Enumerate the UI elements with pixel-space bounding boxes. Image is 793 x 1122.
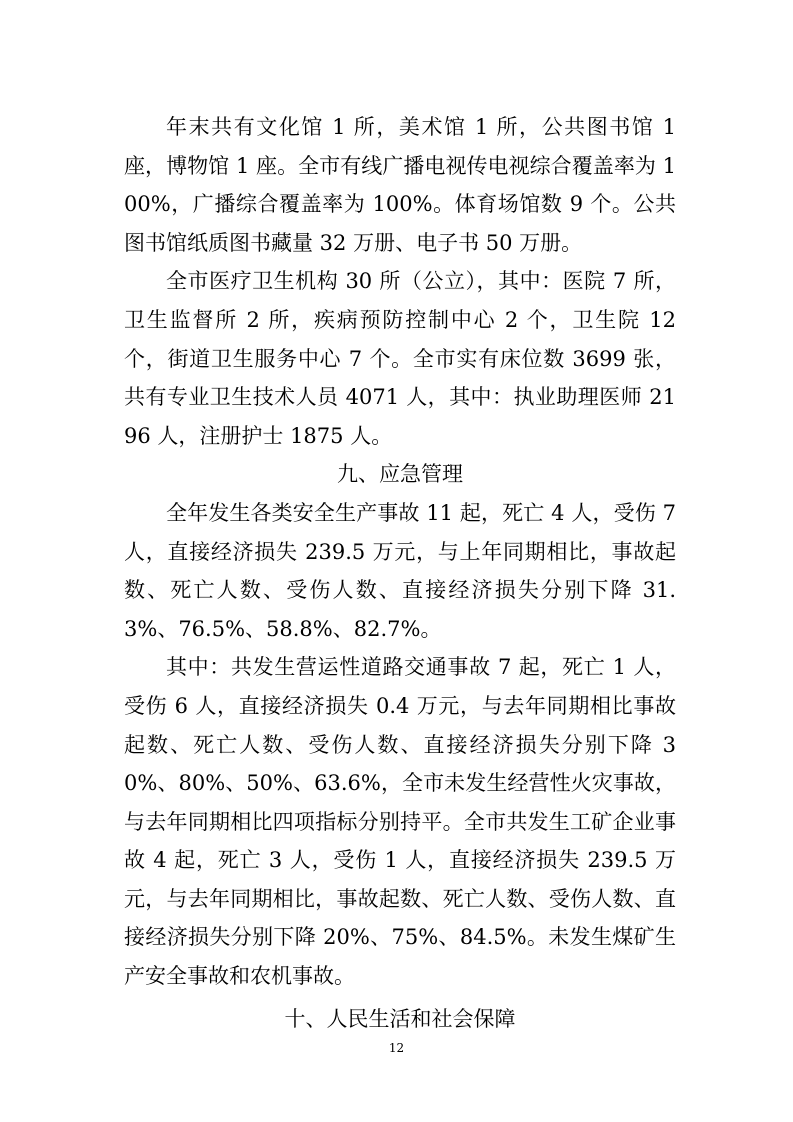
section-heading-emergency: 九、应急管理 [337, 462, 463, 487]
page-number: 12 [388, 1041, 405, 1055]
paragraph-health: 全市医疗卫生机构 30 所（公立），其中：医院 7 所，卫生监督所 2 所，疾病预防控制中心 2 个，卫生院 12 个，街道卫生服务中心 7 个。全市实有床位数 3699 张，共有专业卫生技术人员 4071 人，其中：执业助理医师 2196 人，注册护士 1875 人。 [124, 269, 676, 448]
paragraph-safety-accidents: 全年发生各类安全生产事故 11 起，死亡 4 人，受伤 7 人，直接经济损失 239.5 万元，与上年同期相比，事故起数、死亡人数、受伤人数、直接经济损失分别下降 31.3%、76.5%、58.8%、82.7%。 [124, 500, 676, 641]
document-body [124, 108, 676, 1038]
paragraph-accident-details: 其中：共发生营运性道路交通事故 7 起，死亡 1 人，受伤 6 人，直接经济损失 0.4 万元，与去年同期相比事故起数、死亡人数、受伤人数、直接经济损失分别下降 30%、80%、50%、63.6%，全市未发生经营性火灾事故，与去年同期相比四项指标分别持平。全市共发生工矿企业事故 4 起，死亡 3 人，受伤 1 人，直接经济损失 239.5 万元，与去年同期相比，事故起数、死亡人数、受伤人数、直接经济损失分别下降 20%、75%、84.5%。未发生煤矿生产安全事故和农机事故。 [124, 655, 676, 989]
section-heading-livelihood: 十、人民生活和社会保障 [284, 1006, 516, 1031]
paragraph-culture: 年末共有文化馆 1 所，美术馆 1 所，公共图书馆 1 座，博物馆 1 座。全市有线广播电视传电视综合覆盖率为 100%，广播综合覆盖率为 100%。体育场馆数 9 个。公共图书馆纸质图书藏量 32 万册、电子书 50 万册。 [124, 115, 676, 255]
